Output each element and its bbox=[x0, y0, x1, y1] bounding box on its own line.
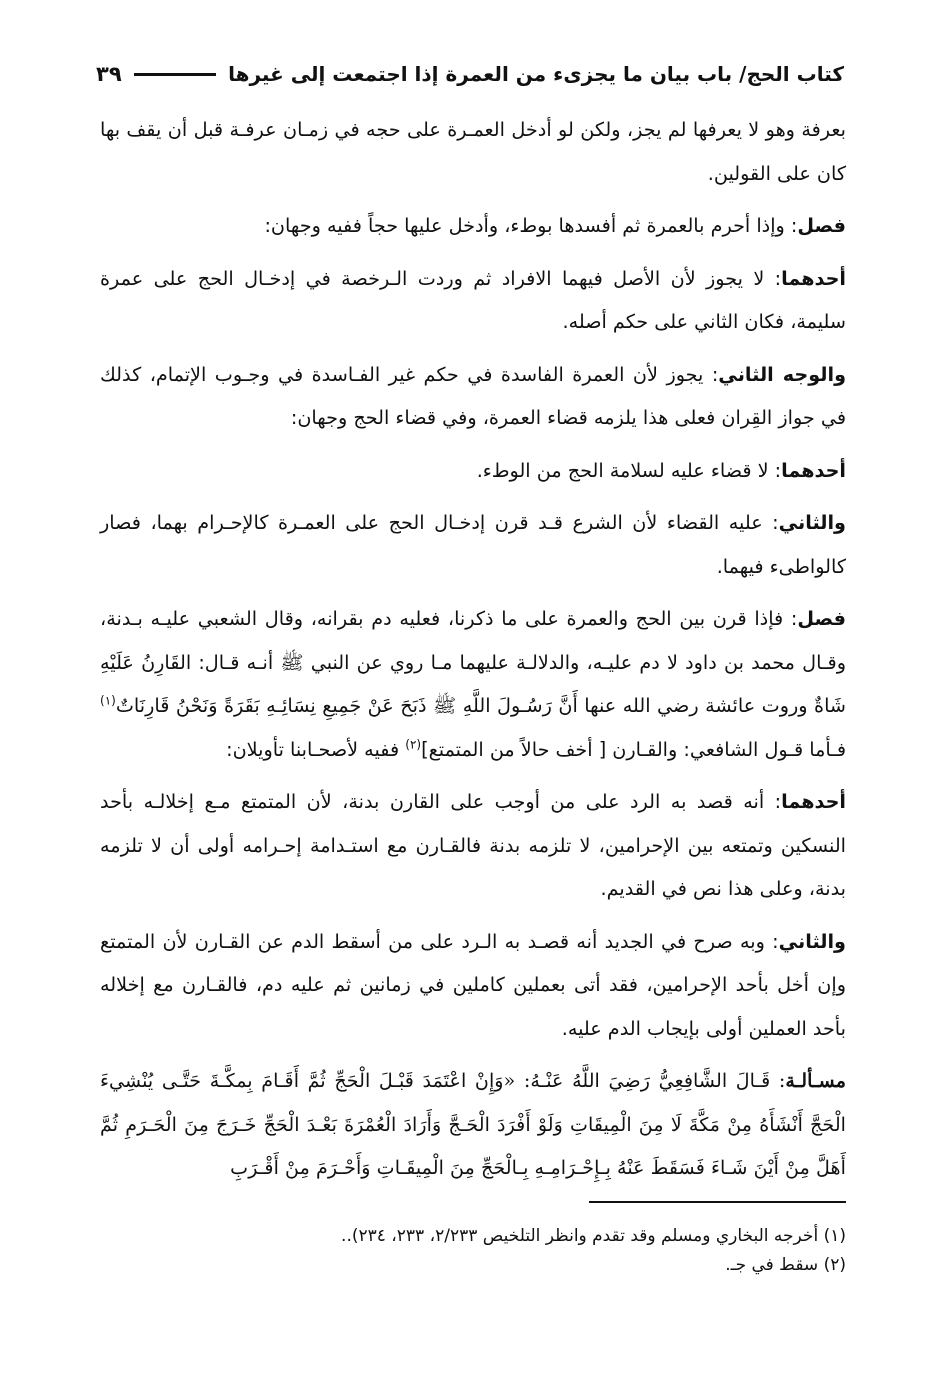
paragraph-label: أحدهما bbox=[781, 458, 846, 482]
paragraph-label: والثاني bbox=[778, 929, 846, 953]
header-rule bbox=[134, 73, 216, 76]
footnote-marker: (٢) bbox=[405, 737, 422, 752]
paragraph-label: أحدهما bbox=[781, 266, 846, 290]
paragraph-text: : لا قضاء عليه لسلامة الحج من الوطء. bbox=[476, 458, 782, 482]
running-header bbox=[96, 56, 844, 92]
body-text bbox=[100, 108, 846, 1199]
paragraph bbox=[100, 449, 846, 493]
footnote-separator bbox=[589, 1201, 846, 1203]
paragraph bbox=[100, 204, 846, 248]
footnote-marker: (٢) bbox=[823, 1255, 846, 1275]
footnote bbox=[100, 1222, 846, 1251]
paragraph-label: فصل bbox=[797, 607, 846, 630]
paragraph-text: : عليه القضاء لأن الشرع قـد قرن إدخـال الحج على العمـرة كالإحـرام بهما، فصار كالواطىء فيهما. bbox=[100, 511, 846, 578]
paragraph-text: بعرفة وهو لا يعرفها لم يجز، ولكن لو أدخل العمـرة على حجه في زمـان عرفـة قبل أن يقف بها كان على القولين. bbox=[100, 118, 846, 185]
paragraph-label: مسـألـة bbox=[785, 1069, 846, 1092]
paragraph bbox=[100, 597, 846, 771]
paragraph-text: : أنه قصد به الرد على من أوجب على القارن بدنة، لأن المتمتع مـع إخلالـه بأحد النسكين وتمتعه بين الإحرامين، لا تلزمه بدنة فالقـارن مع استـدامة إحـرامه أولى أن لا تلزمه بدنة، وعلى هذا نص في القديم. bbox=[100, 790, 846, 900]
paragraph bbox=[100, 257, 846, 344]
paragraph bbox=[100, 920, 846, 1051]
paragraph-text: : قَـالَ الشَّافِعِيُّ رَضِيَ اللَّهُ عَنْـهُ: «وَإِنْ اعْتَمَدَ قَبْـلَ الْحَجِّ ثُمَّ أَقَـامَ بِمكَّـةَ حَتَّـى يُنْشِيءَ الْحَجَّ أَنْشَأَهُ مِنْ مَكَّةَ لَا مِنَ الْمِيقَاتِ وَلَوْ أَفْرَدَ الْحَـجَّ وَأَرَادَ الْعُمْرَةَ بَعْـدَ الْحَجِّ خَـرَجَ مِنَ الْحَـرَمِ ثُمَّ أَهَلَّ مِنْ أَيْنَ شَـاءَ فَسَقَطَ عَنْهُ بِـإِحْـرَامِـهِ بِـالْحَجِّ مِنَ الْمِيقَـاتِ وَأَحْـرَمَ مِنْ أَقْـرَبِ bbox=[100, 1069, 846, 1179]
page-number: ٣٩ bbox=[96, 62, 122, 86]
paragraph bbox=[100, 108, 846, 195]
paragraph-label: والوجه الثاني bbox=[718, 362, 846, 386]
paragraph-label: والثاني bbox=[778, 511, 846, 534]
footnote-text: سقط في جـ. bbox=[725, 1255, 819, 1275]
header-title: كتاب الحج/ باب بيان ما يجزىء من العمرة إذا اجتمعت إلى غيرها bbox=[228, 62, 844, 86]
paragraph bbox=[100, 353, 846, 440]
paragraph-text: : يجوز لأن العمرة الفاسدة في حكم غير الفـاسدة في وجـوب الإتمام، كذلك في جواز القِران فعلى هذا يلزمه قضاء العمرة، وفي قضاء الحج وجهان: bbox=[100, 362, 846, 429]
paragraph-text: ففيه لأصحـابنا تأويلان: bbox=[226, 737, 400, 761]
paragraph-text: : فإذا قرن بين الحج والعمرة على ما ذكرنا، فعليه دم بقرانه، وقال الشعبي عليـه بـدنة، وقـال محمد بن داود لا دم عليـه، والدلالـة عليهما مـا روي عن النبي ﷺ أنـه قـال: القَارِنُ عَلَيْهِ شَاةٌ وروت عائشة رضي الله عنها أَنَّ رَسُـولَ اللَّهِ ﷺ ذَبَحَ عَنْ جَمِيعِ نِسَائِـهِ بَقَرَةً وَنَحْنُ قَارِنَاتٌ bbox=[100, 607, 846, 717]
paragraph-text: : وإذا أحرم بالعمرة ثم أفسدها بوطء، وأدخل عليها حجاً ففيه وجهان: bbox=[264, 214, 798, 237]
paragraph bbox=[100, 501, 846, 588]
footnote-marker: (١) bbox=[100, 693, 116, 708]
paragraph-text: فـأما قـول الشافعي: والقـارن [ أخف حالاً من المتمتع] bbox=[421, 737, 846, 761]
footnotes bbox=[100, 1222, 846, 1280]
footnote-text: أخرجه البخاري ومسلم وقد تقدم وانظر التلخيص ٢/٢٣٣، ٢٣٣، ٢٣٤).. bbox=[341, 1226, 819, 1246]
paragraph-text: : لا يجوز لأن الأصل فيهما الافراد ثم وردت الـرخصة في إدخـال الحج على عمرة سليمة، فكان الثاني على حكم أصله. bbox=[100, 266, 846, 333]
paragraph-text: : وبه صرح في الجديد أنه قصـد به الـرد على من أسقط الدم عن القـارن لأن المتمتع وإن أخل بأحد الإحرامين، فقد أتى بعملين كاملين في زمانين ثم عليه دم، فالقـارن مع إخلاله بأحد العملين أولى بإيجاب الدم عليه. bbox=[100, 929, 846, 1040]
footnote-marker: (١) bbox=[823, 1226, 846, 1246]
paragraph-label: فصل bbox=[797, 214, 846, 237]
footnote bbox=[100, 1251, 846, 1280]
paragraph-label: أحدهما bbox=[781, 790, 846, 813]
paragraph bbox=[100, 1059, 846, 1190]
paragraph bbox=[100, 780, 846, 911]
